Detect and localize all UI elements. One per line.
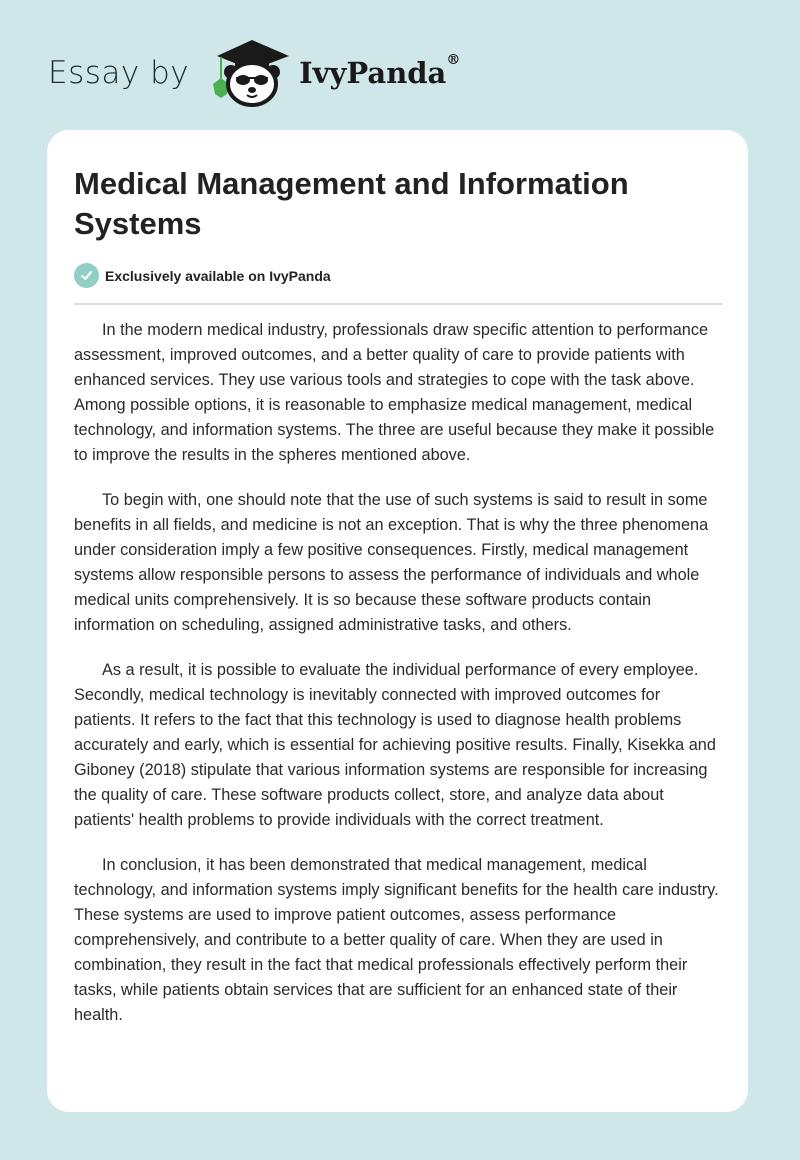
- essay-by-label: Essay by: [48, 55, 190, 91]
- paragraph: In conclusion, it has been demonstrated that medical management, medical technology, and information systems imply significant benefits for the health care industry. These systems are used to improve patient outcomes, assess performance comprehensively, and contribute to a better quality of care. When they are used in combination, they result in the fact that medical professionals effectively perform their tasks, while patients obtain services that are sufficient for an enhanced state of their health.: [74, 856, 719, 1024]
- brand-name[interactable]: [299, 52, 461, 90]
- exclusive-badge: [74, 263, 331, 288]
- check-circle-icon: [74, 263, 99, 288]
- paragraph: To begin with, one should note that the use of such systems is said to result in some benefits in all fields, and medicine is not an exception. That is why the three phenomena under consideration imply a few positive consequences. Firstly, medical management systems allow responsible persons to assess the performance of individuals and whole medical units comprehensively. It is so because these software products contain information on scheduling, assigned administrative tasks, and others.: [74, 491, 709, 634]
- paragraph: In the modern medical industry, professionals draw specific attention to performance assessment, improved outcomes, and a better quality of care to provide patients with enhanced services. They use various tools and strategies to cope with the task above. Among possible options, it is reasonable to emphasize medical management, medical technology, and information systems. The three are useful because they make it possible to improve the results in the spheres mentioned above.: [74, 321, 715, 464]
- essay-card: [47, 130, 748, 1112]
- brand-text: IvyPanda: [299, 56, 447, 90]
- exclusive-badge-label: Exclusively available on IvyPanda: [105, 267, 331, 284]
- site-header: [48, 38, 460, 108]
- paragraph: As a result, it is possible to evaluate the individual performance of every employee. Secondly, medical technology is inevitably connected with improved outcomes for patients. It refers to the fact that this technology is used to diagnose health problems accurately and early, which is essential for achieving positive results. Finally, Kisekka and Giboney (2018) stipulate that various information systems are responsible for increasing the quality of care. These software products collect, store, and analyze data about patients' health problems to provide individuals with the correct treatment.: [74, 661, 716, 829]
- panda-logo-icon[interactable]: [207, 38, 297, 108]
- registered-mark: ®: [446, 52, 461, 68]
- essay-title: Medical Management and Information Systems: [74, 166, 629, 241]
- essay-body: [74, 318, 724, 1048]
- divider: [74, 303, 723, 305]
